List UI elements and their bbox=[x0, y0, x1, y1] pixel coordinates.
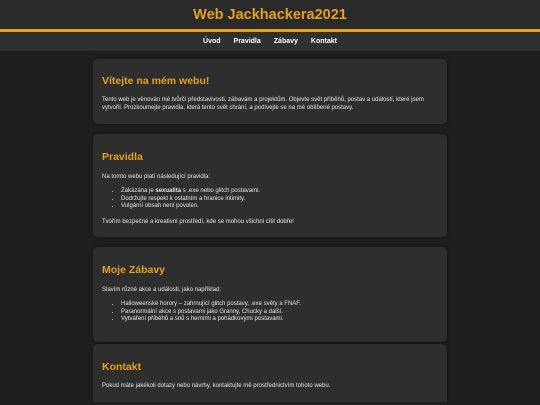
main-content bbox=[0, 51, 540, 402]
rules-item-text: s .exe nebo glitch postavami. bbox=[181, 187, 261, 194]
rules-heading: Pravidla bbox=[102, 151, 143, 163]
rules-card bbox=[93, 134, 447, 237]
welcome-card bbox=[93, 59, 447, 124]
nav-link-zabavy[interactable]: Zábavy bbox=[273, 38, 298, 45]
site-title: Web Jackhackera2021 bbox=[193, 6, 347, 23]
main-nav bbox=[0, 32, 540, 51]
site-header bbox=[0, 0, 540, 32]
welcome-heading: Vítejte na mém webu! bbox=[102, 75, 210, 87]
rules-item-emphasis: sexualita bbox=[155, 187, 182, 194]
rules-intro: Na tomto webu platí následující pravidla: bbox=[102, 174, 211, 180]
rules-item: • Dodržujte respekt k ostatním a hranice intimity. bbox=[121, 196, 438, 204]
rules-item-text: Zakázána je bbox=[121, 187, 156, 194]
rules-outro: Tvořím bezpečné a kreativní prostředí, kde se mohou všichni cítit dobře! bbox=[102, 219, 294, 226]
nav-link-pravidla[interactable]: Pravidla bbox=[233, 38, 261, 45]
nav-link-uvod[interactable]: Úvod bbox=[203, 38, 221, 45]
rules-list bbox=[102, 188, 438, 211]
welcome-text: Tento web je věnován mé tvůrčí představivosti, zábavám a projektům. Objevte svět příběhů, postav a událostí, které jsem vytvořil. Prozkoumejte pravidla, která tento svět chrání, a podívejte se na mé oblíbené postavy. bbox=[102, 97, 424, 111]
rules-item bbox=[121, 188, 438, 196]
hobbies-item: • Vytváření příběhů a snů s herními a pohádkovými postavami. bbox=[121, 316, 438, 324]
contact-card bbox=[93, 344, 447, 402]
contact-heading: Kontakt bbox=[102, 361, 142, 373]
hobbies-item: • Halloweenské horory – zahrnující glitch postavy, .exe světy a FNAF. bbox=[121, 301, 438, 309]
nav-link-kontakt[interactable]: Kontakt bbox=[310, 38, 337, 45]
contact-text: Pokud máte jakékoli dotazy nebo návrhy, kontaktujte mě prostřednictvím tohoto webu. bbox=[102, 383, 331, 389]
rules-item: • Vulgární obsah není povolen. bbox=[121, 203, 438, 211]
hobbies-card bbox=[93, 247, 447, 342]
hobbies-heading: Moje Zábavy bbox=[102, 264, 166, 276]
hobbies-intro: Slavím různé akce a události, jako například: bbox=[102, 287, 222, 293]
hobbies-item: • Paranormální akce s postavami jako Granny, Chucky a další. bbox=[121, 309, 438, 317]
hobbies-list bbox=[102, 301, 438, 324]
